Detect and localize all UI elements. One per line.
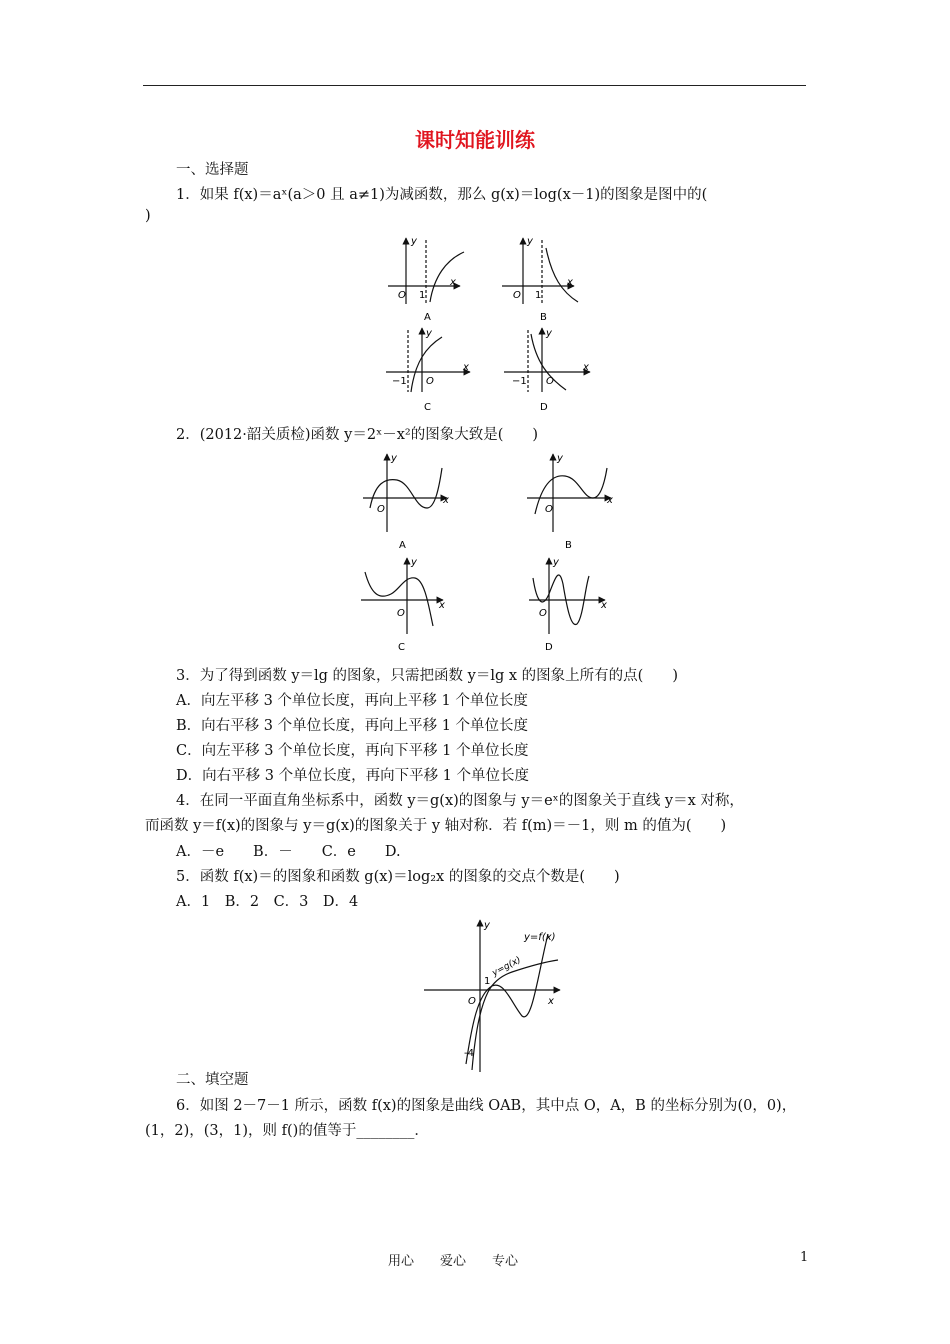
q1-c-x: x [463, 362, 469, 373]
q5-text: 5．函数 f(x)＝的图象和函数 g(x)＝log₂x 的图象的交点个数是( ) [176, 869, 620, 885]
q2-text: 2．(2012·韶关质检)函数 y＝2ˣ－x²的图象大致是( ) [176, 427, 539, 443]
q5-neg-four-label: -4 [464, 1048, 474, 1059]
q1-c-y: y [426, 328, 432, 339]
q4-options: A．－e B．－ C．e D. [176, 844, 401, 860]
q2-b-o: O [545, 504, 553, 515]
q1-a-one: 1 [419, 290, 426, 301]
q1-a-x: x [450, 277, 456, 288]
q2-graph-a [363, 454, 447, 532]
q5-x-label: x [548, 996, 554, 1007]
q2-c-y: y [411, 557, 417, 568]
q1-b-o: O [513, 290, 521, 301]
q2-b-y: y [557, 453, 563, 464]
q2-label-c: C [398, 642, 405, 653]
q5-origin: O [468, 996, 476, 1007]
q3-option-d: D．向右平移 3 个单位长度，再向下平移 1 个单位长度 [176, 768, 530, 784]
q2-graph-d [529, 558, 605, 634]
page-number: 1 [800, 1250, 809, 1265]
q1-d-x: x [583, 362, 589, 373]
q2-label-d: D [545, 642, 553, 653]
q1-label-b: B [540, 312, 547, 323]
q1-c-o: O [426, 376, 434, 387]
q1-figure [380, 232, 620, 417]
q2-a-y: y [391, 453, 397, 464]
q1-label-a: A [424, 312, 431, 323]
q1-text: 1．如果 f(x)＝aˣ(a＞0 且 a≠1)为减函数，那么 g(x)＝log(x－1)的图象是图中的( [176, 187, 708, 203]
q1-c-neg-one: −1 [392, 376, 407, 387]
q1-b-one: 1 [535, 290, 542, 301]
q5-y-label: y [484, 920, 490, 931]
q4-text-cont: 而函数 y＝f(x)的图象与 y＝g(x)的图象关于 y 轴对称．若 f(m)＝－1，则 m 的值为( ) [145, 818, 727, 834]
q5-g-label: y=g(x) [490, 955, 523, 979]
section-choice-heading: 一、选择题 [176, 162, 249, 178]
footer-slogan: 用心 爱心 专心 [388, 1254, 519, 1269]
q1-text-cont: ) [145, 208, 151, 224]
q2-b-x: x [607, 495, 613, 506]
q1-label-d: D [540, 402, 548, 413]
q5-options: A．1 B．2 C．3 D．4 [176, 894, 359, 910]
q2-d-x: x [601, 600, 607, 611]
q2-a-o: O [377, 504, 385, 515]
q1-a-y: y [411, 236, 417, 247]
q5-one-label: 1 [484, 976, 491, 987]
page-title: 课时知能训练 [415, 128, 535, 152]
q3-option-a: A．向左平移 3 个单位长度，再向上平移 1 个单位长度 [176, 693, 528, 709]
q3-option-c: C．向左平移 3 个单位长度，再向下平移 1 个单位长度 [176, 743, 529, 759]
q3-text: 3．为了得到函数 y＝lg 的图象，只需把函数 y＝lg x 的图象上所有的点( ) [176, 668, 678, 684]
q6-text-cont: (1，2)，(3，1)，则 f()的值等于________． [145, 1123, 429, 1139]
q2-c-o: O [397, 608, 405, 619]
q1-d-o: O [546, 376, 554, 387]
q5-curve-f [466, 934, 548, 1064]
q2-figure [355, 448, 625, 658]
q1-b-y: y [527, 236, 533, 247]
q5-figure [420, 914, 565, 1074]
q2-d-o: O [539, 608, 547, 619]
q1-label-c: C [424, 402, 431, 413]
q2-graph-b [527, 454, 611, 532]
q6-text: 6．如图 2－7－1 所示，函数 f(x)的图象是曲线 OAB，其中点 O，A，B 的坐标分别为(0，0)， [176, 1098, 797, 1114]
q2-d-y: y [553, 557, 559, 568]
q2-label-a: A [399, 540, 406, 551]
q1-b-x: x [567, 277, 573, 288]
q2-label-b: B [565, 540, 572, 551]
q3-option-b: B．向右平移 3 个单位长度，再向上平移 1 个单位长度 [176, 718, 529, 734]
header-rule [143, 85, 806, 86]
q5-f-label: y=f(x) [524, 932, 556, 943]
q2-a-x: x [443, 495, 449, 506]
q1-a-o: O [398, 290, 406, 301]
q1-d-neg-one: −1 [512, 376, 527, 387]
q2-c-x: x [439, 600, 445, 611]
q1-d-y: y [546, 328, 552, 339]
q4-text: 4．在同一平面直角坐标系中，函数 y＝g(x)的图象与 y＝eˣ的图象关于直线 y＝x 对称， [176, 793, 744, 809]
q2-graph-c [361, 558, 443, 634]
section-fill-heading: 二、填空题 [176, 1072, 249, 1088]
